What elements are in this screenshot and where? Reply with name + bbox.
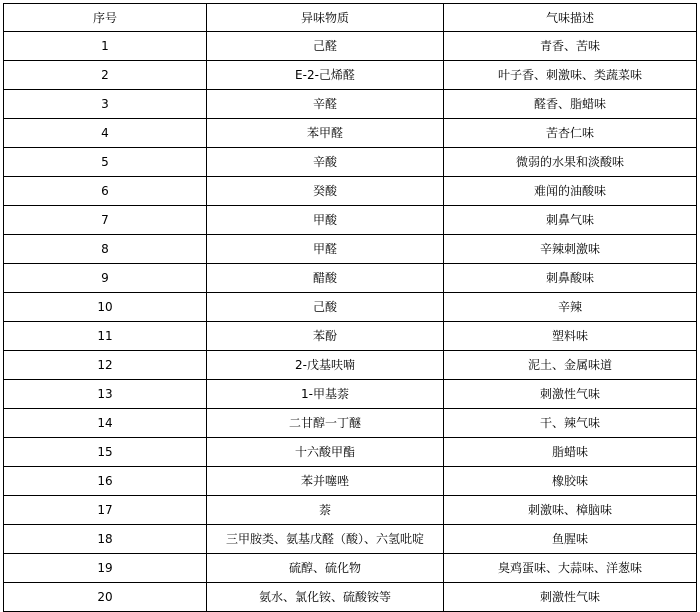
table-row [4, 119, 697, 148]
cell-description: 鱼腥味 [444, 525, 697, 554]
cell-index: 2 [4, 61, 207, 90]
cell-substance: E-2-己烯醛 [207, 61, 444, 90]
cell-substance: 苯酚 [207, 322, 444, 351]
table-row [4, 148, 697, 177]
cell-description: 刺激味、樟脑味 [444, 496, 697, 525]
cell-description: 刺鼻酸味 [444, 264, 697, 293]
cell-index: 16 [4, 467, 207, 496]
cell-substance: 辛醛 [207, 90, 444, 119]
table-row [4, 322, 697, 351]
cell-substance: 硫醇、硫化物 [207, 554, 444, 583]
cell-index: 7 [4, 206, 207, 235]
header-substance: 异味物质 [207, 4, 444, 32]
cell-description: 微弱的水果和淡酸味 [444, 148, 697, 177]
cell-substance: 苯并噻唑 [207, 467, 444, 496]
cell-description: 干、辣气味 [444, 409, 697, 438]
cell-index: 12 [4, 351, 207, 380]
cell-index: 15 [4, 438, 207, 467]
cell-substance: 己酸 [207, 293, 444, 322]
cell-description: 辛辣刺激味 [444, 235, 697, 264]
cell-substance: 己醛 [207, 32, 444, 61]
cell-index: 3 [4, 90, 207, 119]
header-description: 气味描述 [444, 4, 697, 32]
cell-substance: 三甲胺类、氨基戊醛（酸）、六氢吡啶 [207, 525, 444, 554]
cell-substance: 1-甲基萘 [207, 380, 444, 409]
cell-index: 18 [4, 525, 207, 554]
header-index: 序号 [4, 4, 207, 32]
table-row [4, 235, 697, 264]
cell-description: 脂蜡味 [444, 438, 697, 467]
cell-description: 青香、苦味 [444, 32, 697, 61]
cell-index: 10 [4, 293, 207, 322]
table-row [4, 467, 697, 496]
table-row [4, 525, 697, 554]
cell-substance: 萘 [207, 496, 444, 525]
table-row [4, 438, 697, 467]
cell-substance: 氨水、氯化铵、硫酸铵等 [207, 583, 444, 612]
table-header-row [4, 4, 697, 32]
cell-index: 14 [4, 409, 207, 438]
cell-substance: 醋酸 [207, 264, 444, 293]
cell-substance: 甲醛 [207, 235, 444, 264]
table-row [4, 409, 697, 438]
cell-substance: 苯甲醛 [207, 119, 444, 148]
cell-description: 刺激性气味 [444, 583, 697, 612]
cell-description: 臭鸡蛋味、大蒜味、洋葱味 [444, 554, 697, 583]
table-row [4, 496, 697, 525]
cell-index: 11 [4, 322, 207, 351]
cell-description: 醛香、脂蜡味 [444, 90, 697, 119]
table-row [4, 177, 697, 206]
cell-description: 刺鼻气味 [444, 206, 697, 235]
cell-substance: 甲酸 [207, 206, 444, 235]
cell-index: 19 [4, 554, 207, 583]
cell-description: 橡胶味 [444, 467, 697, 496]
table-row [4, 293, 697, 322]
cell-substance: 十六酸甲酯 [207, 438, 444, 467]
cell-index: 6 [4, 177, 207, 206]
cell-substance: 辛酸 [207, 148, 444, 177]
cell-index: 5 [4, 148, 207, 177]
cell-substance: 癸酸 [207, 177, 444, 206]
cell-description: 苦杏仁味 [444, 119, 697, 148]
table-row [4, 583, 697, 612]
cell-description: 叶子香、刺激味、类蔬菜味 [444, 61, 697, 90]
table-row [4, 554, 697, 583]
cell-index: 8 [4, 235, 207, 264]
cell-index: 9 [4, 264, 207, 293]
table-row [4, 32, 697, 61]
table-row [4, 206, 697, 235]
cell-index: 20 [4, 583, 207, 612]
table-row [4, 351, 697, 380]
table-row [4, 264, 697, 293]
cell-index: 13 [4, 380, 207, 409]
odor-substance-table [3, 3, 697, 612]
cell-substance: 二甘醇一丁醚 [207, 409, 444, 438]
cell-description: 刺激性气味 [444, 380, 697, 409]
cell-index: 4 [4, 119, 207, 148]
cell-description: 泥土、金属味道 [444, 351, 697, 380]
table-row [4, 90, 697, 119]
table-row [4, 61, 697, 90]
cell-description: 难闻的油酸味 [444, 177, 697, 206]
cell-description: 塑料味 [444, 322, 697, 351]
cell-description: 辛辣 [444, 293, 697, 322]
cell-substance: 2-戊基呋喃 [207, 351, 444, 380]
cell-index: 17 [4, 496, 207, 525]
table-row [4, 380, 697, 409]
cell-index: 1 [4, 32, 207, 61]
